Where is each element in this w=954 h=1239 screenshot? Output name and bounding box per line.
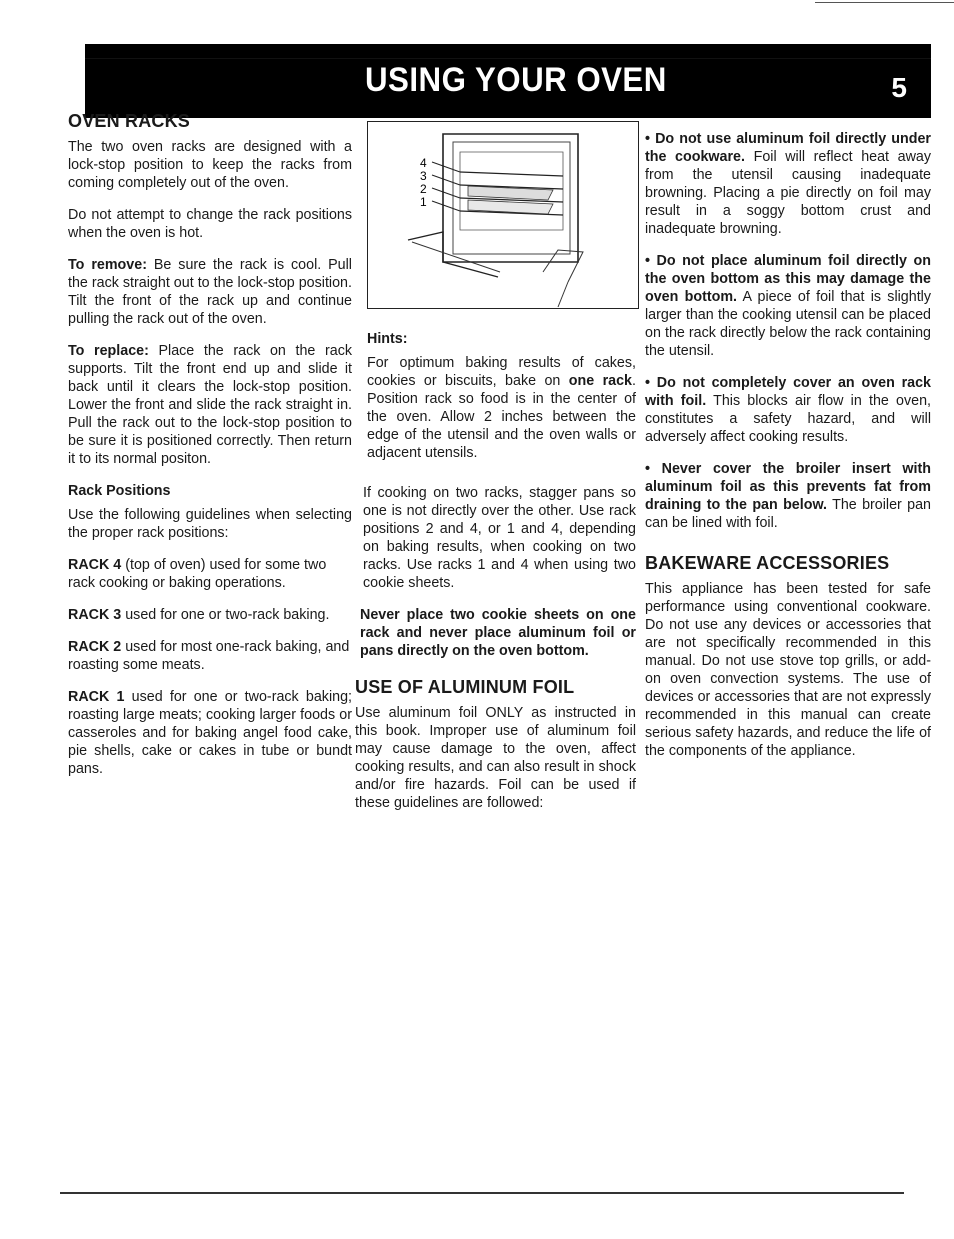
rack-positions-heading: Rack Positions [68,483,171,499]
foil-guideline-3-bold: • Do not completely cover an oven rack with foil. [645,375,931,409]
bottom-rule [60,1192,904,1194]
rack3-item [68,606,352,624]
rack-label-4: 4 [420,156,427,170]
hints-p1-end: . Position rack so food is in the center of the oven. Allow 2 inches between the edge of the utensil and the oven walls or adjacent utensils. [367,373,636,461]
hints-paragraph-1 [367,354,636,462]
rack2-item [68,638,352,674]
page-header-banner [85,44,931,118]
rack-label-3: 3 [420,169,427,183]
oven-illustration [368,122,640,310]
foil-guideline-3-text: This blocks air flow in the oven, constitutes a safety hazard, and will adversely affect cooking results. [645,393,931,445]
foil-guideline-1-bold: • Do not use aluminum foil directly under the cookware. [645,131,931,165]
oven-racks-heading: OVEN RACKS [68,111,191,131]
oven-racks-warning: Do not attempt to change the rack positions when the oven is hot. [68,207,352,241]
replace-label: To replace: [68,343,149,359]
hints-warning: Never place two cookie sheets on one rack and never place aluminum foil or pans directly on the oven bottom. [360,607,636,659]
foil-guideline-2-text: A piece of foil that is slightly larger than the cooking utensil can be placed on the rack directly below the rack containing the utensil. [645,289,931,359]
rack3-label: RACK 3 [68,607,122,623]
foil-guideline-2 [645,252,931,360]
banner-top-strip [85,44,931,59]
aluminum-foil-intro: Use aluminum foil ONLY as instructed in this book. Improper use of aluminum foil may cause damage to the oven, affect cooking results, and can also result in shock and/or fire hazards. Foil can be used if these guidelines are followed: [355,705,636,811]
replace-text: Place the rack on the rack supports. Tilt the front end up and slide it back until it clears the lock-stop position. Lower the front and slide the rack straight in. Pull the rack out to the lock-stop position to be sure it is positioned correctly. Then return it to its normal positon. [68,343,352,467]
page-title: USING YOUR OVEN [365,61,667,99]
foil-guideline-4-bold: • Never cover the broiler insert with aluminum foil as this prevents fat from draining to the pan below. [645,461,931,513]
foil-guideline-3 [645,374,931,446]
hints-p1-start: For optimum baking results of cakes, cookies or biscuits, bake on [367,355,636,389]
hints-heading: Hints: [367,331,408,347]
remove-label: To remove: [68,257,147,273]
aluminum-foil-heading: USE OF ALUMINUM FOIL [355,677,575,697]
rack1-text: used for one or two-rack baking; roasting large meats; cooking larger foods or casseroles and for baking angel food cake, pie shells, cake or cakes in tube or bundt pans. [68,689,352,777]
rack4-text: (top of oven) used for some two rack cooking or baking operations. [68,557,327,591]
rack2-label: RACK 2 [68,639,122,655]
rack4-label: RACK 4 [68,557,122,573]
remove-instructions [68,256,352,328]
rack3-text: used for one or two-rack baking. [125,607,330,623]
bakeware-heading: BAKEWARE ACCESSORIES [645,553,890,573]
foil-guideline-4-text: The broiler pan can be lined with foil. [645,497,931,531]
rack4-item [68,556,352,592]
hints-p1-bold: one rack [568,373,633,389]
replace-instructions [68,342,352,468]
rack1-label: RACK 1 [68,689,125,705]
oven-rack-diagram [367,121,639,309]
hints-section [355,330,636,826]
remove-text: Be sure the rack is cool. Pull the rack straight out to the lock-stop position. Tilt the front of the rack up and continue pulling the rack out of the oven. [68,257,352,327]
rack1-item [68,688,352,778]
foil-guideline-2-bold: • Do not place aluminum foil directly on the oven bottom as this may damage the oven bottom. [645,253,931,305]
foil-guideline-1 [645,130,931,238]
rack2-text: used for most one-rack baking, and roasting some meats. [68,639,350,673]
rack-label-1: 1 [420,195,427,209]
foil-guidelines-section [645,130,931,774]
foil-guideline-1-text: Foil will reflect heat away from the utensil causing inadequate browning. Placing a pie directly on foil may result in a soggy bottom crust and inadequate browning. [645,149,931,237]
rack-positions-intro: Use the following guidelines when selecting the proper rack positions: [68,507,352,541]
page-number: 5 [891,72,907,103]
hints-paragraph-2: If cooking on two racks, stagger pans so one is not directly over the other. Use rack positions 2 and 4, or 1 and 4, depending on baking results, when cooking on two racks. Use racks 1 and 4 when using two cookie sheets. [363,485,636,591]
rack-label-2: 2 [420,182,427,196]
oven-racks-intro: The two oven racks are designed with a lock-stop position to keep the racks from coming completely out of the oven. [68,139,352,191]
top-rule [815,2,954,3]
foil-guideline-4 [645,460,931,532]
bakeware-text: This appliance has been tested for safe performance using conventional cookware. Do not use any devices or accessories that are not specifically recommended in this manual. Do not use stove top grills, or add-on oven convection systems. The use of devices or accessories that are not expressly recommended in this manual can create serious safety hazards, and reduce the life of the components of the appliance. [645,581,931,759]
oven-racks-section [68,112,352,792]
